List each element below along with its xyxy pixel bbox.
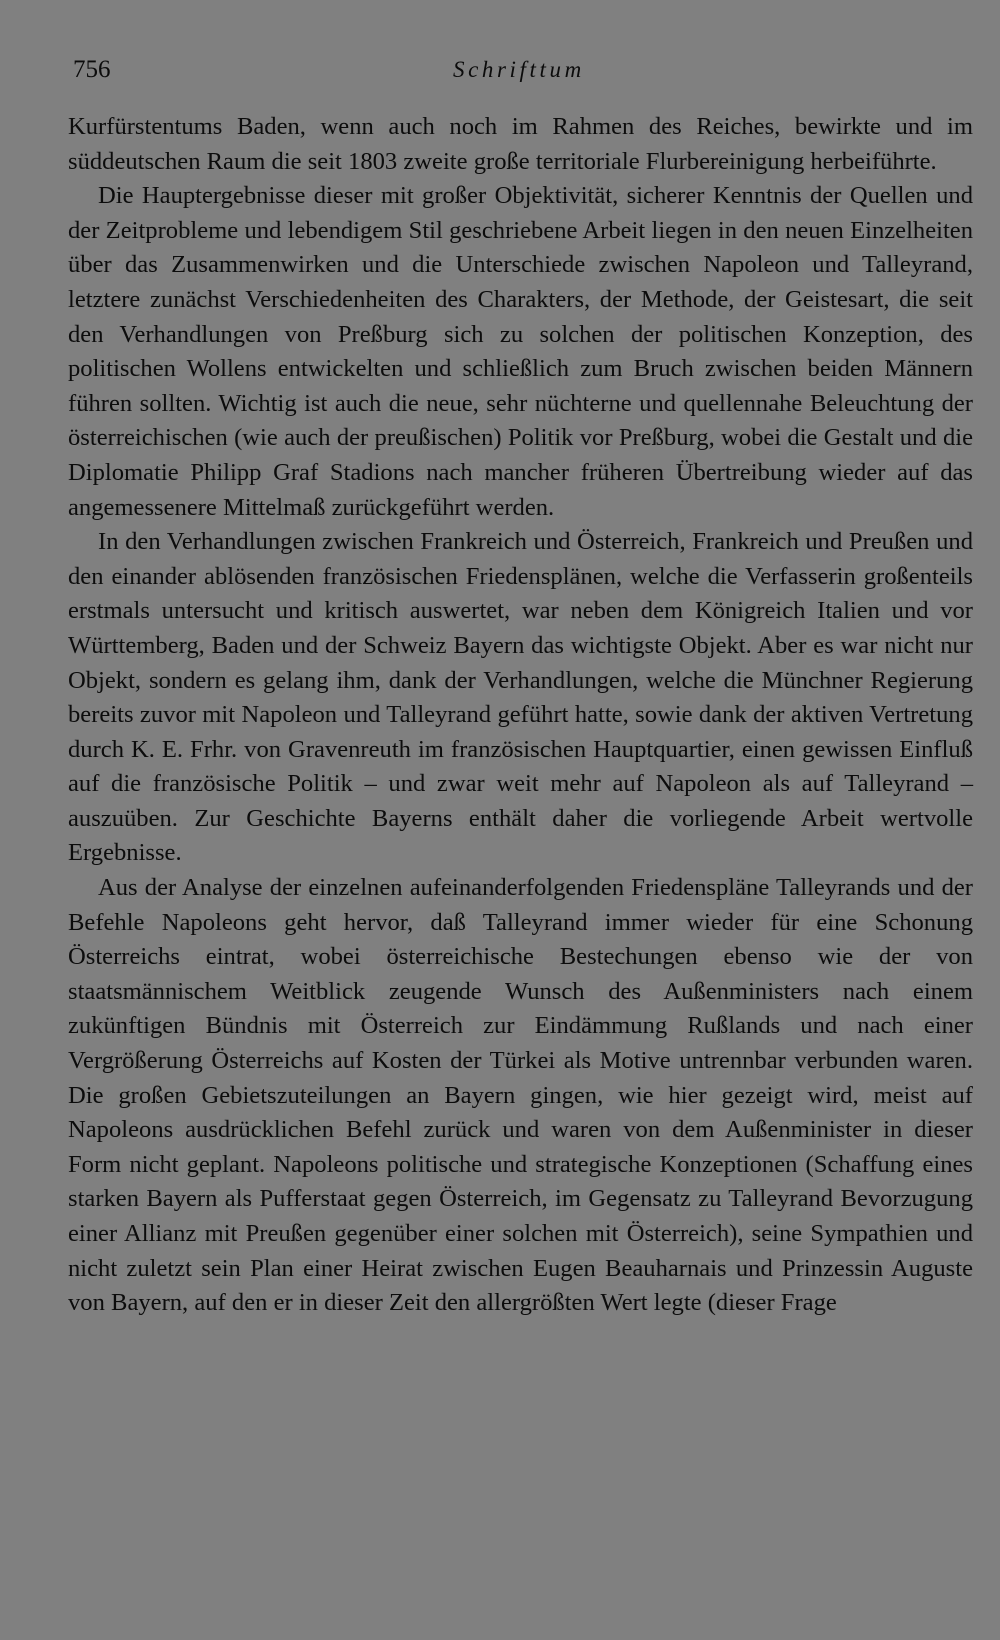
paragraph-continuation: Kurfürstentums Baden, wenn auch noch im Rahmen des Reiches, bewirkte und im süddeutschen Raum die seit 1803 zweite große territoriale Flurbereinigung herbeiführte. (68, 113, 973, 175)
page-header (73, 52, 973, 88)
page-number: 756 (73, 56, 111, 83)
paragraph: Die Hauptergebnisse dieser mit großer Objektivität, sicherer Kenntnis der Quellen und der Zeitprobleme und lebendigem Stil geschriebene Arbeit liegen in den neuen Einzelheiten über das Zusammenwirken und die Unterschiede zwischen Napoleon und Talleyrand, letztere zunächst Verschiedenheiten des Charakters, der Methode, der Geistesart, die seit den Verhandlungen von Preßburg sich zu solchen der politischen Konzeption, des politischen Wollens entwickelten und schließlich zum Bruch zwischen beiden Männern führen sollten. Wichtig ist auch die neue, sehr nüchterne und quellennahe Beleuchtung der österreichischen (wie auch der preußischen) Politik vor Preßburg, wobei die Gestalt und die Diplomatie Philipp Graf Stadions nach mancher früheren Übertreibung wieder auf das angemessenere Mittelmaß zurückgeführt werden. (68, 182, 973, 521)
running-head: Schrifttum (453, 57, 585, 82)
body-text (68, 110, 973, 1321)
paragraph: Aus der Analyse der einzelnen aufeinanderfolgenden Friedenspläne Talleyrands und der Befehle Napoleons geht hervor, daß Talleyrand immer wieder für eine Schonung Österreichs eintrat, wobei österreichische Bestechungen ebenso wie der von staatsmännischem Weitblick zeugende Wunsch des Außenministers nach einem zukünftigen Bündnis mit Österreich zur Eindämmung Rußlands und nach einer Vergrößerung Österreichs auf Kosten der Türkei als Motive untrennbar verbunden waren. Die großen Gebietszuteilungen an Bayern gingen, wie hier gezeigt wird, meist auf Napoleons ausdrücklichen Befehl zurück und waren von dem Außenminister in dieser Form nicht geplant. Napoleons politische und strategische Konzeptionen (Schaffung eines starken Bayern als Pufferstaat gegen Österreich, im Gegensatz zu Talleyrand Bevorzugung einer Allianz mit Preußen gegenüber einer solchen mit Österreich), seine Sympathien und nicht zuletzt sein Plan einer Heirat zwischen Eugen Beauharnais und Prinzessin Auguste von Bayern, auf den er in dieser Zeit den allergrößten Wert legte (dieser Frage (68, 874, 973, 1317)
paragraph: In den Verhandlungen zwischen Frankreich und Österreich, Frankreich und Preußen und den einander ablösenden französischen Friedensplänen, welche die Verfasserin großenteils erstmals untersucht und kritisch auswertet, war neben dem Königreich Italien und vor Württemberg, Baden und der Schweiz Bayern das wichtigste Objekt. Aber es war nicht nur Objekt, sondern es gelang ihm, dank der Verhandlungen, welche die Münchner Regierung bereits zuvor mit Napoleon und Talleyrand geführt hatte, sowie dank der aktiven Vertretung durch K. E. Frhr. von Gravenreuth im französischen Hauptquartier, einen gewissen Einfluß auf die französische Politik – und zwar weit mehr auf Napoleon als auf Talleyrand – auszuüben. Zur Geschichte Bayerns enthält daher die vorliegende Arbeit wertvolle Ergebnisse. (68, 528, 973, 867)
